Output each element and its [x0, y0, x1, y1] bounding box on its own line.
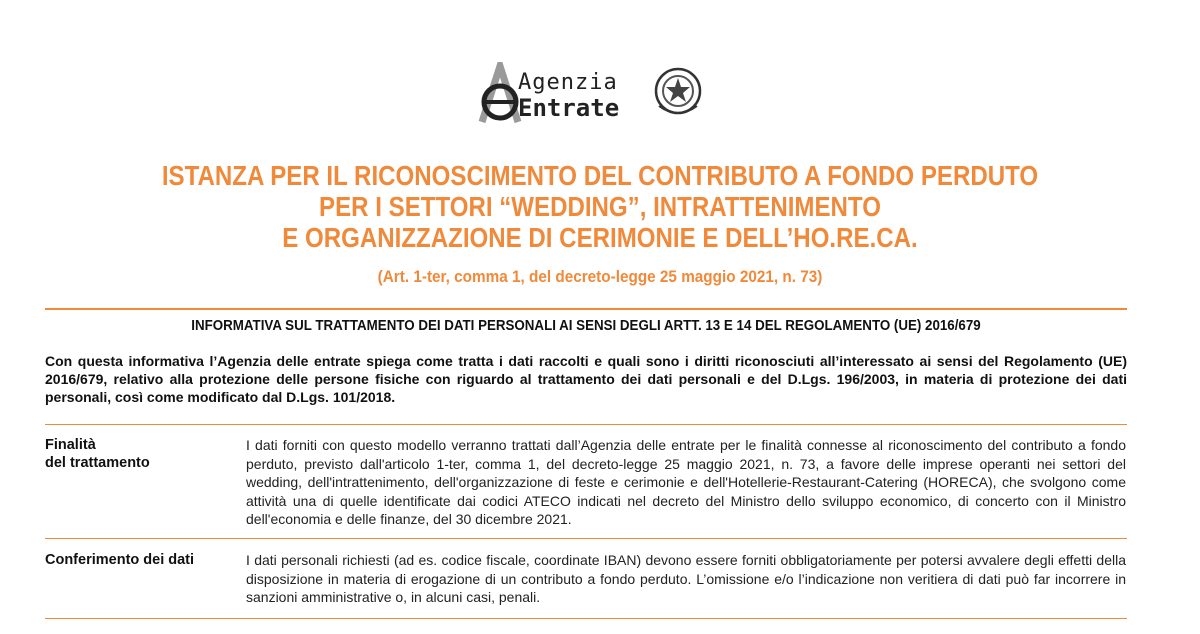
- section-body-finalita: I dati forniti con questo modello verranno trattati dall’Agenzia delle entrate per le finalità connesse al riconoscimento del contributo a fondo perduto, previsto dall'articolo 1-ter, comma 1, del decreto-legge 25 maggio 2021, n. 73, a favore delle imprese operanti nei settori del wedding, dell'intrattenimento, dell'organizzazione di feste e cerimonie e dell'Hotellerie-Restaurant-Catering (HORECA), che svolgono come attività una di quelle identificate dai codici ATECO indicati nel decreto del Ministro dello sviluppo economico, di concerto con il Ministro dell'economia e delle finanze, del 30 dicembre 2021.: [246, 437, 1126, 527]
- section-label-line: Finalità: [45, 437, 96, 453]
- divider: [45, 424, 1127, 425]
- agenzia-entrate-logo: [470, 62, 710, 130]
- section-label-conferimento: [45, 551, 225, 569]
- informativa-heading: INFORMATIVA SUL TRATTAMENTO DEI DATI PERSONALI AI SENSI DEGLI ARTT. 13 E 14 DEL REGOLAMENTO (UE) 2016/679: [191, 318, 981, 334]
- logo-entrate-text: Entrate: [518, 94, 620, 122]
- title-line-1: ISTANZA PER IL RICONOSCIMENTO DEL CONTRIBUTO A FONDO PERDUTO: [161, 160, 1039, 191]
- section-label-line: Conferimento dei dati: [45, 552, 195, 568]
- divider: [45, 618, 1127, 619]
- title-line-3: E ORGANIZZAZIONE DI CERIMONIE E DELL’HO.RE.CA.: [282, 222, 918, 253]
- section-label-line: del trattamento: [45, 455, 150, 471]
- italian-republic-emblem-icon: [653, 62, 703, 120]
- section-body-conferimento: I dati personali richiesti (ad es. codice fiscale, coordinate IBAN) devono essere forniti obbligatoriamente per potersi avvalere degli effetti della disposizione in materia di erogazione di un contributo a fondo perduto. L’omissione e/o l’indicazione non veritiera di dati può far incorrere in sanzioni amministrative o, in alcuni casi, penali.: [246, 552, 1126, 605]
- document-title: [136, 160, 1065, 253]
- title-line-2: PER I SETTORI “WEDDING”, INTRATTENIMENTO: [319, 191, 881, 222]
- legal-reference: (Art. 1-ter, comma 1, del decreto-legge 25 maggio 2021, n. 73): [377, 267, 823, 286]
- divider: [45, 538, 1127, 539]
- divider: [45, 308, 1127, 310]
- logo-agenzia-text: Agenzia: [518, 70, 618, 95]
- informativa-intro: Con questa informativa l’Agenzia delle entrate spiega come tratta i dati raccolti e quali sono i diritti riconosciuti all’interessato ai sensi del Regolamento (UE) 2016/679, relativo alla protezione delle persone fisiche con riguardo al trattamento dei dati personali e del D.Lgs. 196/2003, in materia di protezione dei dati personali, così come modificato dal D.Lgs. 101/2018.: [45, 353, 1127, 405]
- section-label-finalita: [45, 436, 225, 472]
